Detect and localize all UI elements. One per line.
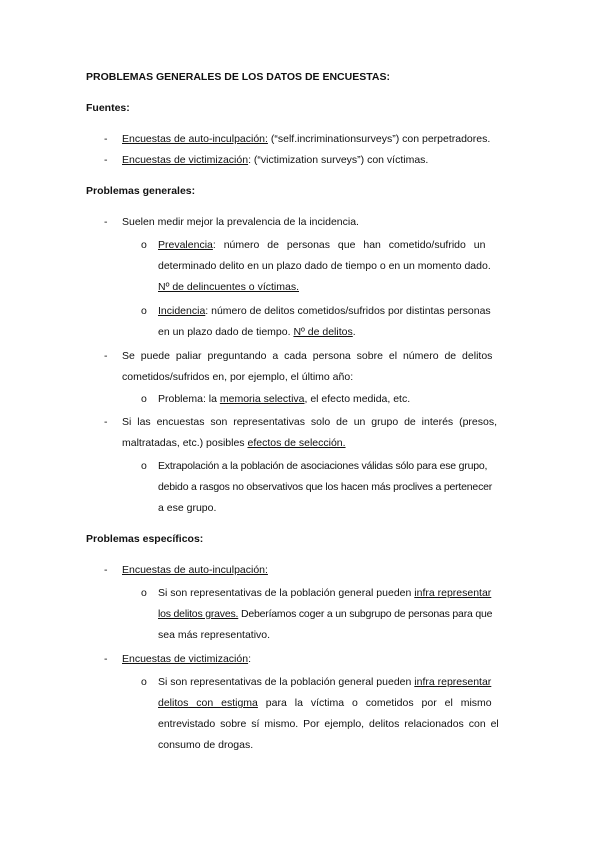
vict-line-2 <box>158 696 492 710</box>
fuentes-heading: Fuentes: <box>86 102 130 114</box>
bullet-circle: o <box>141 460 147 472</box>
incidencia-line-1 <box>158 304 491 318</box>
extrapolacion-line-3: a ese grupo. <box>158 502 217 514</box>
bullet-dash: - <box>104 216 108 228</box>
fuentes-item-2-text: : (“victimization surveys”) con víctimas. <box>248 154 429 166</box>
fuentes-item-1 <box>122 132 490 146</box>
generales-bullet-3-line-1: Si las encuestas son representativas solo de un grupo de interés (presos, <box>122 416 498 428</box>
auto-line-3: sea más representativo. <box>158 629 271 641</box>
auto-line-1-text: Si son representativas de la población general pueden <box>158 587 415 599</box>
extrapolacion-line-2: debido a rasgos no observativos que los hacen más proclives a pertenecer <box>158 481 493 493</box>
efectos-seleccion: efectos de selección. <box>247 437 346 449</box>
generales-bullet-1: Suelen medir mejor la prevalencia de la incidencia. <box>122 216 359 228</box>
generales-bullet-3-line-2 <box>122 436 346 450</box>
vict-line-1-text: Si son representativas de la población general pueden <box>158 676 415 688</box>
document-title: PROBLEMAS GENERALES DE LOS DATOS DE ENCUESTAS: <box>86 71 390 83</box>
vict-line-3: entrevistado sobre sí mismo. Por ejemplo, delitos relacionados con el <box>158 718 499 730</box>
bullet-dash: - <box>104 154 108 166</box>
vict-line-4: consumo de drogas. <box>158 739 254 751</box>
bullet-3-text: maltratadas, etc.) posibles <box>122 437 248 449</box>
generales-bullet-2-line-2: cometidos/sufridos en, por ejemplo, el último año: <box>122 371 354 383</box>
bullet-circle: o <box>141 676 147 688</box>
prevalencia-label: Prevalencia <box>158 239 213 251</box>
incidencia-line-2 <box>158 325 356 339</box>
especificos-heading: Problemas específicos: <box>86 533 204 545</box>
bullet-circle: o <box>141 239 147 251</box>
auto-inculpacion-label: Encuestas de auto-inculpación: <box>122 564 268 576</box>
problema-line <box>158 392 410 406</box>
incidencia-line-2-underlined: Nº de delitos <box>293 326 353 338</box>
victimizacion-colon: : <box>248 653 251 665</box>
bullet-dash: - <box>104 653 108 665</box>
prevalencia-text: : número de personas que han cometido/sufrido un <box>212 239 486 251</box>
delitos-con-estigma: delitos con estigma <box>158 697 258 709</box>
auto-line-1 <box>158 586 491 600</box>
bullet-dash: - <box>104 133 108 145</box>
incidencia-label: Incidencia <box>158 305 206 317</box>
fuentes-item-1-text: (“self.incriminationsurveys”) con perpetradores. <box>267 133 491 145</box>
problema-text-end: , el efecto medida, etc. <box>304 393 411 405</box>
memoria-selectiva: memoria selectiva <box>219 393 305 405</box>
bullet-dash: - <box>104 564 108 576</box>
bullet-circle: o <box>141 587 147 599</box>
fuentes-item-2 <box>122 153 428 167</box>
prevalencia-line-1 <box>158 238 514 252</box>
vict-line-2-text: para la víctima o cometidos por el mismo <box>257 697 492 709</box>
vict-infra-representar: infra representar <box>414 676 492 688</box>
bullet-dash: - <box>104 416 108 428</box>
fuentes-item-1-label: Encuestas de auto-inculpación: <box>122 133 268 145</box>
generales-heading: Problemas generales: <box>86 185 196 197</box>
problema-text: Problema: la <box>158 393 220 405</box>
auto-line-2-text: Deberíamos coger a un subgrupo de personas para que <box>238 608 493 620</box>
vict-line-1 <box>158 675 491 689</box>
auto-infra-representar: infra representar <box>414 587 492 599</box>
fuentes-item-2-label: Encuestas de victimización <box>122 154 249 166</box>
bullet-dash: - <box>104 350 108 362</box>
prevalencia-line-3: Nº de delincuentes o víctimas. <box>158 281 299 293</box>
incidencia-line-2-end: . <box>352 326 356 338</box>
victimizacion-label-line <box>122 652 251 666</box>
incidencia-line-2-text: en un plazo dado de tiempo. <box>158 326 294 338</box>
incidencia-text: : número de delitos cometidos/sufridos por distintas personas <box>205 305 491 317</box>
delitos-graves: los delitos graves. <box>158 608 239 620</box>
prevalencia-line-2: determinado delito en un plazo dado de tiempo o en un momento dado. <box>158 260 491 272</box>
victimizacion-label: Encuestas de victimización <box>122 653 249 665</box>
bullet-circle: o <box>141 393 147 405</box>
generales-bullet-2-line-1: Se puede paliar preguntando a cada persona sobre el número de delitos <box>122 350 493 362</box>
auto-line-2 <box>158 607 492 621</box>
bullet-circle: o <box>141 305 147 317</box>
extrapolacion-line-1: Extrapolación a la población de asociaciones válidas sólo para ese grupo, <box>158 460 488 472</box>
